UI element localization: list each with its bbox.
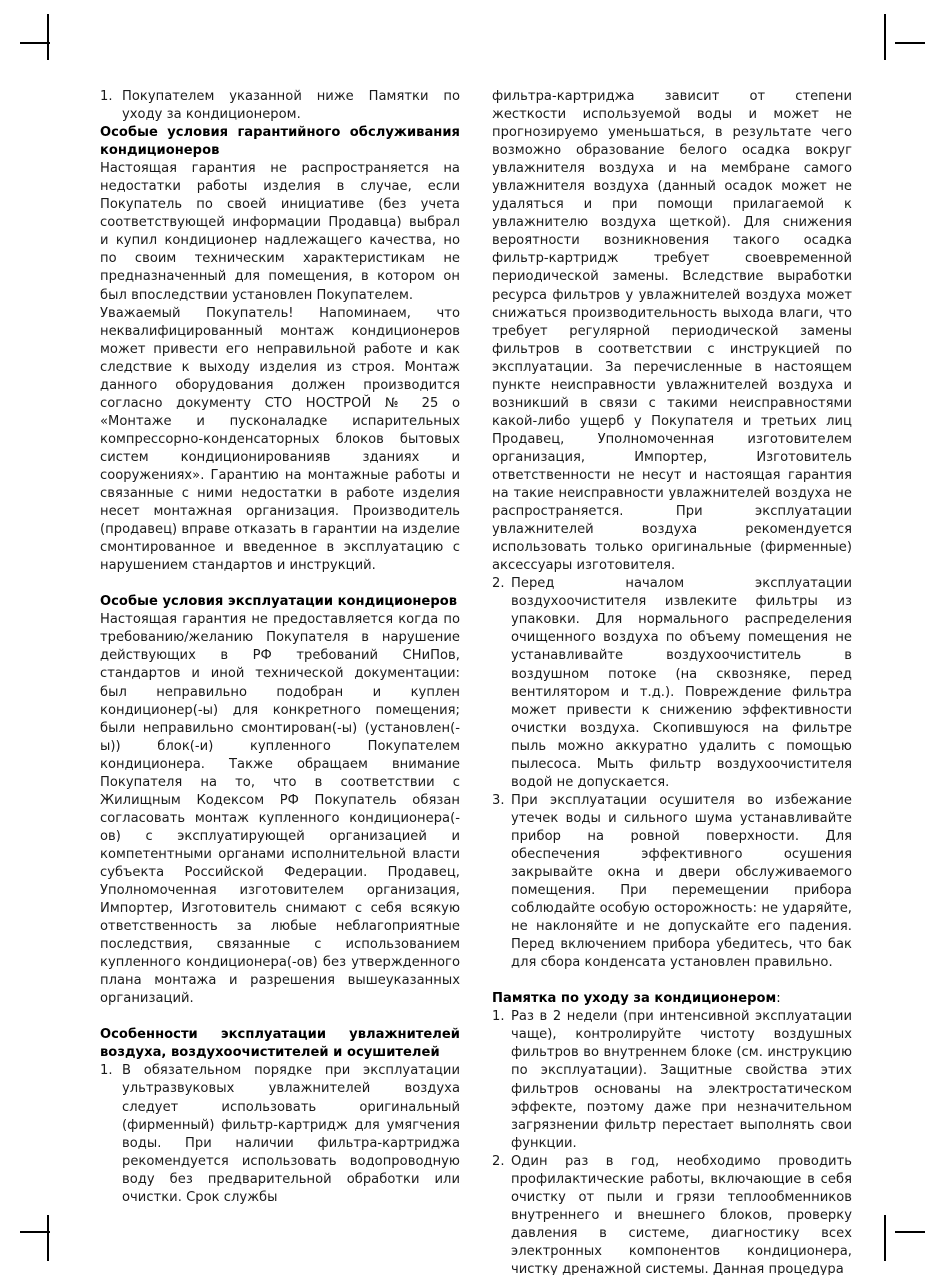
section-heading-care-reminder (492, 990, 852, 1008)
section-heading-humidifiers: Особенности эксплуатации увлажнителей воздуха, воздухоочистителей и осушителей (100, 1027, 460, 1061)
list-item-text: При эксплуатации осушителя во избежание утечек воды и сильного шума устанавливайте прибор на ровной поверхности. Для обеспечения эффективного осушения закрывайте окна и двери обслуживаемого помещения. При перемещении прибора соблюдайте особую осторожность: не ударяйте, не наклоняйте и не допускайте его падения. Перед включением прибора убедитесь, что бак для сбора конденсата установлен правильно. (511, 792, 852, 971)
paragraph-installation-notice: Уважаемый Покупатель! Напоминаем, что неквалифицированный монтаж кондиционеров может привести его неправильной работе и как следствие к выходу изделия из строя. Монтаж данного оборудования должен производится согласно документу СТО НОСТРОЙ № 25 о «Монтаже и пусконаладке испарительных компрессорно-конденсаторных блоков бытовых систем кондиционированияв зданиях и сооружениях». Гарантию на монтажные работы и связанные с ними недостатки в работе изделия несет монтажная организация. Производитель (продавец) вправе отказать в гарантии на изделие смонтированное и введенное в эксплуатацию с нарушением стандартов и инструкций. (100, 305, 460, 574)
list-item (492, 1153, 852, 1275)
list-item (100, 1062, 460, 1206)
list-item-text: Один раз в год, необходимо проводить профилактические работы, включающие в себя очистку от пыли и грязи теплообменников внутреннего и внешнего блоков, проверку давления в системе, диагностику всех электронных компонентов кондиционера, чистку дренажной системы. Данная процедура (511, 1153, 852, 1275)
paragraph-warranty-scope: Настоящая гарантия не распространяется на недостатки работы изделия в случае, если Покупатель по своей инициативе (без учета соответствующей информации Продавца) выбрал и купил кондиционер надлежащего качества, но по своим техническим характеристикам не предназначенный для помещения, в котором он был впоследствии установлен Покупателем. (100, 161, 460, 303)
list-item-text: В обязательном порядке при эксплуатации ультразвуковых увлажнителей воздуха следует использовать оригинальный (фирменный) фильтр-картридж для умягчения воды. При наличии фильтра-картриджа рекомендуется использовать водопроводную воду без предварительной обработки или очистки. Срок службы (122, 1063, 460, 1205)
section-heading-operating-conditions: Особые условия эксплуатации кондиционеров (100, 594, 458, 610)
paragraph-operating-conditions: Настоящая гарантия не предоставляется когда по требованию/желанию Покупателя в нарушение действующих в РФ требований СНиПов, стандартов и иной технической документации: был неправильно подобран и куплен кондиционер(-ы) для конкретного помещения; были неправильно смонтирован(-ы) (установлен(-ы)) блок(-и) купленного Покупателем кондиционера. Также обращаем внимание Покупателя на то, что в соответствии с Жилищным Кодексом РФ Покупатель обязан согласовать монтаж купленного кондиционера(-ов) с эксплуатирующей организацией и компетентными органами исполнительной власти субъекта Российской Федерации. Продавец, Уполномоченная изготовителем организация, Импортер, Изготовитель снимают с себя всякую ответственность за любые неблагоприятные последствия, связанные с использованием купленного кондиционера(-ов) без утвержденного плана монтажа и разрешения вышеуказанных организаций. (100, 612, 460, 1007)
right-column (492, 88, 852, 1275)
left-column (100, 88, 460, 1218)
crop-mark-bottom-left-vertical (47, 1215, 49, 1261)
continued-paragraph-item (100, 88, 460, 124)
section-heading-care-reminder-text: Памятка по уходу за кондиционером (492, 991, 777, 1007)
list-item-text: Перед началом эксплуатации воздухоочистителя извлеките фильтры из упаковки. Для нормального распределения очищенного воздуха по объему помещения не устанавливайте воздухоочиститель в воздушном потоке (на сквозняке, перед вентилятором и т.д.). Повреждение фильтра может привести к снижению эффективности очистки воздуха. Скопившуюся на фильтре пыль можно аккуратно удалить с помощью пылесоса. Мыть фильтр воздухоочистителя водой не допускается. (511, 576, 852, 790)
section-heading-care-reminder-colon: : (776, 991, 781, 1007)
continued-list-left (100, 88, 460, 124)
two-column-body (100, 88, 852, 1275)
crop-mark-top-right-horizontal (895, 42, 925, 44)
continued-paragraph-text: Покупателем указанной ниже Памятки по уходу за кондиционером. (122, 89, 460, 123)
crop-mark-top-left-horizontal (20, 42, 50, 44)
list-item (492, 792, 852, 972)
list-item-text: Раз в 2 недели (при интенсивной эксплуатации чаще), контролируйте чистоту воздушных фильтров во внутреннем блоке (см. инструкцию по эксплуатации). Защитные свойства этих фильтров основаны на электростатическом эффекте, поэтому даже при незначительном загрязнении фильтр перестает выполнять свои функции. (511, 1009, 852, 1151)
continued-list-item-text: фильтра-картриджа зависит от степени жесткости используемой воды и может не прогнозируемо уменьшаться, в результате чего возможно образование белого осадка вокруг увлажнителя воздуха и на мембране самого увлажнителя воздуха (данный осадок может не удаляться и при помощи прилагаемой к увлажнителю воздуха щеткой). Для снижения вероятности возникновения такого осадка фильтр-картридж требует своевременной периодической замены. Вследствие выработки ресурса фильтров у увлажнителей воздуха может снижаться производительность выхода влаги, что требует регулярной периодической замены фильтров в соответствии с инструкцией по эксплуатации. За перечисленные в настоящем пункте неисправности увлажнителей воздуха и возникший в связи с такими неисправностями какой-либо ущерб у Покупателя и третьих лиц Продавец, Уполномоченная изготовителем организация, Импортер, Изготовитель ответственности не несут и настоящая гарантия на такие неисправности увлажнителей воздуха не распространяется. При эксплуатации увлажнителей воздуха рекомендуется использовать только оригинальные (фирменные) аксессуары изготовителя. (492, 89, 852, 574)
crop-mark-bottom-right-vertical (884, 1215, 886, 1261)
humidifier-list-right (492, 575, 852, 972)
humidifier-list-left (100, 1062, 460, 1206)
crop-mark-bottom-left-horizontal (20, 1231, 50, 1233)
section-heading-warranty-service: Особые условия гарантийного обслуживания кондиционеров (100, 125, 460, 159)
list-item (492, 575, 852, 792)
crop-mark-bottom-right-horizontal (895, 1231, 925, 1233)
crop-mark-top-left-vertical (47, 14, 49, 60)
crop-mark-top-right-vertical (884, 14, 886, 60)
care-reminder-list (492, 1008, 852, 1275)
list-item (492, 1008, 852, 1152)
